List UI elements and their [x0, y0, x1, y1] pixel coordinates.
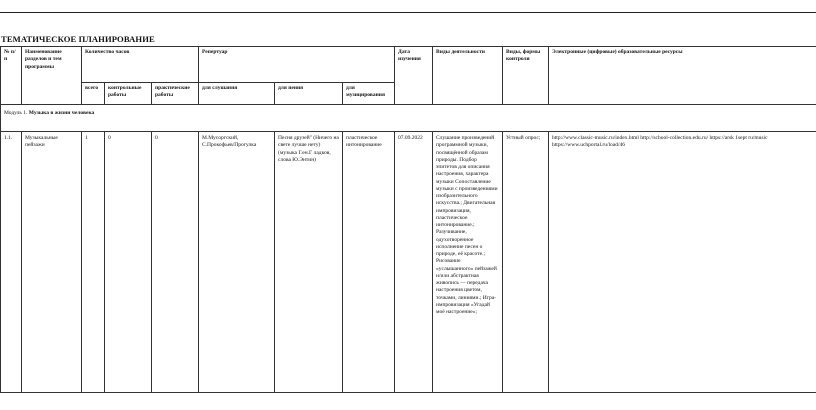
header-activities: Виды деятельности [433, 47, 503, 105]
module-title: Музыка в жизни человека [28, 110, 95, 116]
header-repertoire: Репертуар [199, 47, 395, 83]
row-control: Устный опрос; [503, 132, 549, 393]
header-tests: контрольные работы [105, 83, 152, 105]
header-practical: практические работы [152, 83, 199, 105]
header-total: всего [82, 83, 105, 105]
row-num: 1.1. [1, 132, 22, 393]
row-practical: 0 [152, 132, 199, 393]
header-control: Виды, формы контроля [503, 47, 549, 105]
row-name: Музыкальные пейзажи [22, 132, 82, 393]
row-singing: Песня друзей" (Ничего на свете лучше нету) (музыка Г.ен.Г ладков, слова Ю.Энтин) [275, 132, 343, 393]
header-singing: для пения [275, 83, 343, 105]
top-rule [0, 12, 816, 13]
header-listening: для слушания [199, 83, 275, 105]
header-resources: Электронные (цифровые) образовательные ресурсы [549, 47, 816, 105]
header-date: Дата изучения [395, 47, 433, 105]
row-date: 07.09.2022 [395, 132, 433, 393]
module-prefix: Модуль 1. [4, 110, 28, 116]
header-row-1 [1, 47, 816, 83]
header-playing: для музицирования [343, 83, 395, 105]
row-activities: Слушание произведений программной музыки, посвящённой образам природы. Подбор эпитетов для описания настроения, характера музыки Сопоставление музыки с произведениями изобразительного искусства.; Двигательная импровизация, пластическое интонирование.; Разучивание, одухотворенное исполнение песен о природе, её красоте.; Рисование «услышанного» пейзажей и/или абстрактная живопись — передача настроения цветом, точками, линиями.; Игра-импровизация «Угадай моё настроение»; [433, 132, 503, 393]
row-listening: М.Мусоргский, С.Прокофьев/Прогулка [199, 132, 275, 393]
row-total: 1 [82, 132, 105, 393]
row-playing: пластическое интонирование [343, 132, 395, 393]
header-num: № п/п [1, 47, 22, 105]
module-cell [1, 105, 816, 132]
planning-table [0, 46, 816, 393]
row-resources[interactable]: http://www.classic-music.ru/index.html http://school-collection.edu.ru/ https://arsk 1sept ru/music https://www.uchportal.ru/load/46 [549, 132, 816, 393]
header-name: Наименование разделов и тем программы [22, 47, 82, 105]
module-row [1, 105, 816, 132]
row-tests: 0 [105, 132, 152, 393]
table-row [1, 132, 816, 393]
header-hours: Количество часов [82, 47, 199, 83]
page-title: ТЕМАТИЧЕСКОЕ ПЛАНИРОВАНИЕ [1, 34, 155, 44]
